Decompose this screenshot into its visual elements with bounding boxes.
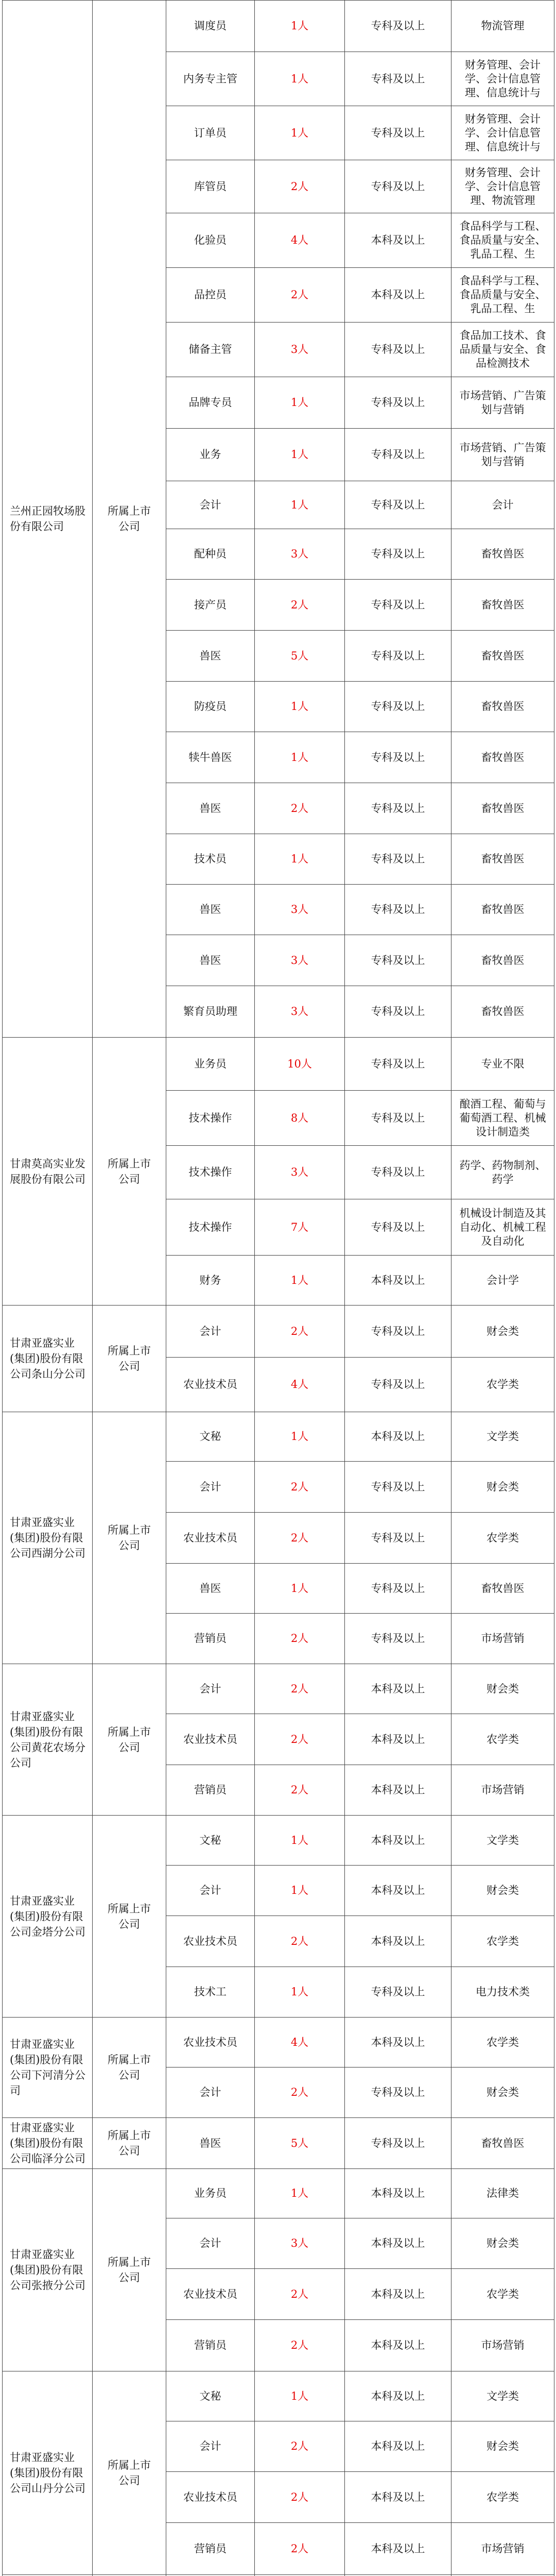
major-cell: 畜牧兽医 <box>451 529 554 580</box>
position-cell: 品牌专员 <box>166 377 255 429</box>
headcount-cell: 2人 <box>255 160 345 213</box>
headcount-cell: 1人 <box>255 682 345 732</box>
education-cell: 专科及以上 <box>345 1462 451 1513</box>
education-cell: 专科及以上 <box>345 529 451 580</box>
headcount-cell: 7人 <box>255 1199 345 1256</box>
headcount-cell: 2人 <box>255 1664 345 1714</box>
major-cell: 农学类 <box>451 1513 554 1564</box>
major-cell: 财务管理、会计学、会计信息管理、信息统计与 <box>451 106 554 160</box>
headcount-cell: 1人 <box>255 377 345 429</box>
education-cell: 专科及以上 <box>345 1513 451 1564</box>
company-name-cell: 甘肃亚盛实业(集团)股份有限公司西湖分公司 <box>3 1412 93 1664</box>
major-cell: 畜牧兽医 <box>451 986 554 1038</box>
headcount-cell: 10人 <box>255 1038 345 1091</box>
education-cell: 专科及以上 <box>345 377 451 429</box>
major-cell: 财务管理、会计学、会计信息管理、信息统计与 <box>451 52 554 106</box>
position-cell: 兽医 <box>166 1564 255 1614</box>
major-cell: 文学类 <box>451 1816 554 1866</box>
education-cell: 专科及以上 <box>345 986 451 1038</box>
position-cell: 储备主管 <box>166 323 255 377</box>
company-name-cell: 兰州正园牧场股份有限公司 <box>3 1 93 1038</box>
education-cell: 专科及以上 <box>345 935 451 986</box>
position-cell: 会计 <box>166 2421 255 2472</box>
headcount-cell: 1人 <box>255 429 345 481</box>
company-type-cell: 所属上市公司 <box>93 2118 166 2169</box>
major-cell: 专业不限 <box>451 1038 554 1091</box>
major-cell: 畜牧兽医 <box>451 580 554 631</box>
position-cell: 技术操作 <box>166 1091 255 1146</box>
major-cell: 财会类 <box>451 1306 554 1358</box>
education-cell: 专科及以上 <box>345 732 451 783</box>
education-cell: 专科及以上 <box>345 631 451 682</box>
education-cell: 专科及以上 <box>345 1146 451 1199</box>
education-cell: 专科及以上 <box>345 2067 451 2118</box>
headcount-cell: 5人 <box>255 631 345 682</box>
position-cell: 内务专主管 <box>166 52 255 106</box>
headcount-cell: 1人 <box>255 1 345 52</box>
company-type-cell: 所属上市公司 <box>93 2371 166 2575</box>
position-cell: 库管员 <box>166 160 255 213</box>
position-cell: 化验员 <box>166 213 255 268</box>
major-cell: 市场营销 <box>451 2523 554 2575</box>
headcount-cell: 2人 <box>255 1714 345 1765</box>
headcount-cell: 1人 <box>255 2169 345 2218</box>
position-cell: 会计 <box>166 1462 255 1513</box>
position-cell: 业务员 <box>166 1038 255 1091</box>
position-cell: 营销员 <box>166 1614 255 1664</box>
major-cell: 财务管理、会计学、会计信息管理、物流管理 <box>451 160 554 213</box>
major-cell: 财会类 <box>451 2421 554 2472</box>
company-name-cell: 甘肃亚盛实业(集团)股份有限公司金塔分公司 <box>3 1816 93 2018</box>
education-cell: 专科及以上 <box>345 1564 451 1614</box>
headcount-cell: 2人 <box>255 2472 345 2523</box>
company-name-cell: 甘肃亚盛实业(集团)股份有限公司山丹分公司 <box>3 2371 93 2575</box>
major-cell: 文学类 <box>451 2371 554 2421</box>
education-cell: 本科及以上 <box>345 2523 451 2575</box>
position-cell: 会计 <box>166 1306 255 1358</box>
major-cell: 市场营销 <box>451 1765 554 1816</box>
major-cell: 财会类 <box>451 1664 554 1714</box>
education-cell: 本科及以上 <box>345 213 451 268</box>
education-cell: 专科及以上 <box>345 1199 451 1256</box>
major-cell: 市场营销 <box>451 1614 554 1664</box>
headcount-cell: 3人 <box>255 986 345 1038</box>
major-cell: 财会类 <box>451 2067 554 2118</box>
position-cell: 文秘 <box>166 1816 255 1866</box>
position-cell: 技术操作 <box>166 1199 255 1256</box>
headcount-cell: 2人 <box>255 2269 345 2320</box>
position-cell: 农业技术员 <box>166 2472 255 2523</box>
table-row <box>3 1 554 52</box>
major-cell: 农学类 <box>451 2269 554 2320</box>
company-name-cell: 甘肃亚盛实业(集团)股份有限公司下河清分公司 <box>3 2018 93 2118</box>
headcount-cell: 2人 <box>255 1306 345 1358</box>
education-cell: 本科及以上 <box>345 2472 451 2523</box>
position-cell: 兽医 <box>166 885 255 935</box>
company-type-cell: 所属上市公司 <box>93 2169 166 2371</box>
position-cell: 文秘 <box>166 1412 255 1462</box>
major-cell: 畜牧兽医 <box>451 682 554 732</box>
headcount-cell: 2人 <box>255 1916 345 1967</box>
headcount-cell: 3人 <box>255 935 345 986</box>
headcount-cell: 1人 <box>255 1816 345 1866</box>
major-cell: 市场营销、广告策划与营销 <box>451 429 554 481</box>
headcount-cell: 3人 <box>255 2218 345 2269</box>
position-cell: 兽医 <box>166 631 255 682</box>
education-cell: 本科及以上 <box>345 2371 451 2421</box>
company-type-cell: 所属上市公司 <box>93 1816 166 2018</box>
headcount-cell: 1人 <box>255 1564 345 1614</box>
headcount-cell: 5人 <box>255 2118 345 2169</box>
education-cell: 本科及以上 <box>345 1866 451 1916</box>
major-cell: 财会类 <box>451 2218 554 2269</box>
company-type-cell: 所属上市公司 <box>93 1 166 1038</box>
table-row <box>3 2169 554 2218</box>
education-cell: 专科及以上 <box>345 1 451 52</box>
education-cell: 专科及以上 <box>345 682 451 732</box>
major-cell: 物流管理 <box>451 1 554 52</box>
headcount-cell: 3人 <box>255 529 345 580</box>
education-cell: 本科及以上 <box>345 1714 451 1765</box>
headcount-cell: 4人 <box>255 2018 345 2067</box>
recruitment-table <box>2 0 554 2576</box>
position-cell: 营销员 <box>166 2523 255 2575</box>
education-cell: 专科及以上 <box>345 1306 451 1358</box>
headcount-cell: 2人 <box>255 2320 345 2371</box>
education-cell: 本科及以上 <box>345 1256 451 1306</box>
headcount-cell: 3人 <box>255 885 345 935</box>
headcount-cell: 2人 <box>255 2067 345 2118</box>
major-cell: 财会类 <box>451 1462 554 1513</box>
position-cell: 技术操作 <box>166 1146 255 1199</box>
headcount-cell: 1人 <box>255 834 345 885</box>
table-row <box>3 2018 554 2067</box>
headcount-cell: 2人 <box>255 1765 345 1816</box>
education-cell: 本科及以上 <box>345 268 451 323</box>
education-cell: 本科及以上 <box>345 2320 451 2371</box>
headcount-cell: 4人 <box>255 1358 345 1412</box>
major-cell: 市场营销 <box>451 2320 554 2371</box>
education-cell: 专科及以上 <box>345 834 451 885</box>
headcount-cell: 1人 <box>255 52 345 106</box>
position-cell: 农业技术员 <box>166 2018 255 2067</box>
education-cell: 本科及以上 <box>345 1412 451 1462</box>
major-cell: 畜牧兽医 <box>451 732 554 783</box>
education-cell: 本科及以上 <box>345 2018 451 2067</box>
major-cell: 农学类 <box>451 1358 554 1412</box>
education-cell: 专科及以上 <box>345 1038 451 1091</box>
position-cell: 兽医 <box>166 2118 255 2169</box>
position-cell: 业务 <box>166 429 255 481</box>
major-cell: 畜牧兽医 <box>451 834 554 885</box>
headcount-cell: 4人 <box>255 213 345 268</box>
headcount-cell: 1人 <box>255 2371 345 2421</box>
education-cell: 专科及以上 <box>345 885 451 935</box>
company-name-cell: 甘肃莫高实业发展股份有限公司 <box>3 1038 93 1306</box>
major-cell: 会计 <box>451 481 554 529</box>
headcount-cell: 1人 <box>255 1866 345 1916</box>
headcount-cell: 2人 <box>255 783 345 834</box>
education-cell: 专科及以上 <box>345 783 451 834</box>
education-cell: 专科及以上 <box>345 323 451 377</box>
headcount-cell: 1人 <box>255 1967 345 2018</box>
table-row <box>3 1816 554 1866</box>
major-cell: 农学类 <box>451 1916 554 1967</box>
position-cell: 农业技术员 <box>166 1513 255 1564</box>
major-cell: 食品科学与工程、食品质量与安全、乳品工程、生 <box>451 213 554 268</box>
headcount-cell: 1人 <box>255 1256 345 1306</box>
position-cell: 文秘 <box>166 2371 255 2421</box>
position-cell: 兽医 <box>166 783 255 834</box>
headcount-cell: 2人 <box>255 2421 345 2472</box>
position-cell: 农业技术员 <box>166 1358 255 1412</box>
major-cell: 机械设计制造及其自动化、机械工程及自动化 <box>451 1199 554 1256</box>
education-cell: 专科及以上 <box>345 1358 451 1412</box>
education-cell: 本科及以上 <box>345 2169 451 2218</box>
education-cell: 本科及以上 <box>345 2218 451 2269</box>
table-row <box>3 2118 554 2169</box>
headcount-cell: 1人 <box>255 1412 345 1462</box>
headcount-cell: 1人 <box>255 481 345 529</box>
major-cell: 会计学 <box>451 1256 554 1306</box>
position-cell: 财务 <box>166 1256 255 1306</box>
headcount-cell: 1人 <box>255 106 345 160</box>
education-cell: 专科及以上 <box>345 160 451 213</box>
headcount-cell: 2人 <box>255 1614 345 1664</box>
position-cell: 犊牛兽医 <box>166 732 255 783</box>
education-cell: 本科及以上 <box>345 1816 451 1866</box>
company-name-cell: 甘肃亚盛实业(集团)股份有限公司条山分公司 <box>3 1306 93 1412</box>
position-cell: 农业技术员 <box>166 1916 255 1967</box>
education-cell: 专科及以上 <box>345 580 451 631</box>
major-cell: 电力技术类 <box>451 1967 554 2018</box>
education-cell: 专科及以上 <box>345 106 451 160</box>
company-name-cell: 甘肃亚盛实业(集团)股份有限公司张掖分公司 <box>3 2169 93 2371</box>
education-cell: 本科及以上 <box>345 1916 451 1967</box>
company-type-cell: 所属上市公司 <box>93 1038 166 1306</box>
position-cell: 订单员 <box>166 106 255 160</box>
position-cell: 农业技术员 <box>166 1714 255 1765</box>
education-cell: 专科及以上 <box>345 1967 451 2018</box>
position-cell: 农业技术员 <box>166 2269 255 2320</box>
headcount-cell: 3人 <box>255 323 345 377</box>
company-name-cell: 甘肃亚盛实业(集团)股份有限公司临泽分公司 <box>3 2118 93 2169</box>
table-row <box>3 1664 554 1714</box>
education-cell: 专科及以上 <box>345 1614 451 1664</box>
education-cell: 专科及以上 <box>345 52 451 106</box>
major-cell: 畜牧兽医 <box>451 2118 554 2169</box>
major-cell: 食品加工技术、食品质量与安全、食品检测技术 <box>451 323 554 377</box>
company-type-cell: 所属上市公司 <box>93 1412 166 1664</box>
position-cell: 接产员 <box>166 580 255 631</box>
position-cell: 品控员 <box>166 268 255 323</box>
position-cell: 营销员 <box>166 1765 255 1816</box>
recruitment-table-body <box>3 1 554 2576</box>
headcount-cell: 3人 <box>255 1146 345 1199</box>
position-cell: 会计 <box>166 481 255 529</box>
position-cell: 技术员 <box>166 834 255 885</box>
major-cell: 农学类 <box>451 2472 554 2523</box>
major-cell: 畜牧兽医 <box>451 783 554 834</box>
table-row <box>3 1038 554 1091</box>
education-cell: 专科及以上 <box>345 1091 451 1146</box>
company-type-cell: 所属上市公司 <box>93 1306 166 1412</box>
headcount-cell: 8人 <box>255 1091 345 1146</box>
table-row <box>3 1412 554 1462</box>
education-cell: 专科及以上 <box>345 429 451 481</box>
education-cell: 本科及以上 <box>345 1765 451 1816</box>
major-cell: 食品科学与工程、食品质量与安全、乳品工程、生 <box>451 268 554 323</box>
major-cell: 畜牧兽医 <box>451 935 554 986</box>
major-cell: 农学类 <box>451 2018 554 2067</box>
company-type-cell: 所属上市公司 <box>93 1664 166 1816</box>
table-row <box>3 2371 554 2421</box>
education-cell: 本科及以上 <box>345 1664 451 1714</box>
major-cell: 财会类 <box>451 1866 554 1916</box>
education-cell: 专科及以上 <box>345 481 451 529</box>
headcount-cell: 1人 <box>255 732 345 783</box>
position-cell: 繁育员助理 <box>166 986 255 1038</box>
position-cell: 业务员 <box>166 2169 255 2218</box>
major-cell: 药学、药物制剂、药学 <box>451 1146 554 1199</box>
position-cell: 营销员 <box>166 2320 255 2371</box>
major-cell: 酿酒工程、葡萄与葡萄酒工程、机械设计制造类 <box>451 1091 554 1146</box>
position-cell: 调度员 <box>166 1 255 52</box>
company-type-cell: 所属上市公司 <box>93 2018 166 2118</box>
major-cell: 畜牧兽医 <box>451 885 554 935</box>
major-cell: 法律类 <box>451 2169 554 2218</box>
position-cell: 技术工 <box>166 1967 255 2018</box>
education-cell: 本科及以上 <box>345 2421 451 2472</box>
position-cell: 会计 <box>166 1664 255 1714</box>
position-cell: 会计 <box>166 2218 255 2269</box>
headcount-cell: 2人 <box>255 580 345 631</box>
headcount-cell: 2人 <box>255 1462 345 1513</box>
major-cell: 畜牧兽医 <box>451 631 554 682</box>
major-cell: 畜牧兽医 <box>451 1564 554 1614</box>
headcount-cell: 2人 <box>255 2523 345 2575</box>
education-cell: 专科及以上 <box>345 2118 451 2169</box>
position-cell: 兽医 <box>166 935 255 986</box>
headcount-cell: 2人 <box>255 1513 345 1564</box>
company-name-cell: 甘肃亚盛实业(集团)股份有限公司黄花农场分公司 <box>3 1664 93 1816</box>
major-cell: 农学类 <box>451 1714 554 1765</box>
major-cell: 文学类 <box>451 1412 554 1462</box>
position-cell: 会计 <box>166 1866 255 1916</box>
position-cell: 配种员 <box>166 529 255 580</box>
position-cell: 防疫员 <box>166 682 255 732</box>
education-cell: 本科及以上 <box>345 2269 451 2320</box>
position-cell: 会计 <box>166 2067 255 2118</box>
table-row <box>3 1306 554 1358</box>
headcount-cell: 2人 <box>255 268 345 323</box>
major-cell: 市场营销、广告策划与营销 <box>451 377 554 429</box>
